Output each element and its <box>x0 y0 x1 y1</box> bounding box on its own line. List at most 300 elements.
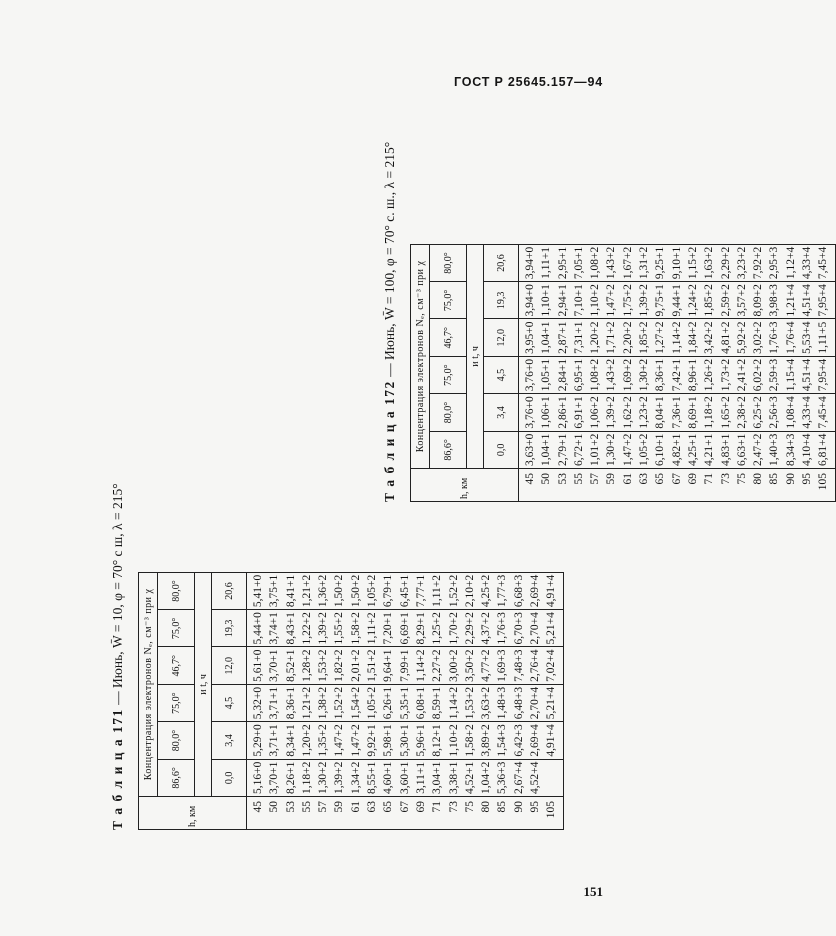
table-row <box>527 572 543 829</box>
density-cell: 1,76+3 <box>494 610 510 647</box>
density-cell: 3,94+0 <box>519 244 539 281</box>
altitude-cell: 67 <box>669 469 685 502</box>
density-cell: 3,63+2 <box>478 684 494 721</box>
density-cell: 7,45+4 <box>815 244 835 281</box>
table-row <box>266 572 282 829</box>
density-cell: 7,05+1 <box>571 244 587 281</box>
t-value: 0,0 <box>484 431 519 468</box>
density-cell: 7,10+1 <box>571 282 587 319</box>
density-cell: 1,36+2 <box>315 572 331 609</box>
density-cell: 2,70+4 <box>527 684 543 721</box>
density-cell: 1,70+2 <box>446 610 462 647</box>
table-row <box>247 572 267 829</box>
density-cell: 1,05+2 <box>364 684 380 721</box>
density-cell: 1,26+2 <box>701 356 717 393</box>
density-cell: 6,08+1 <box>413 684 429 721</box>
density-cell: 2,69+4 <box>527 722 543 759</box>
density-cell: 1,11+2 <box>364 610 380 647</box>
density-cell: 1,43+2 <box>603 244 619 281</box>
density-cell: 1,40+3 <box>766 431 782 468</box>
density-cell: 2,67+4 <box>511 759 527 796</box>
density-cell: 6,02+2 <box>750 356 766 393</box>
t-value: 20,6 <box>212 572 247 609</box>
density-cell: 5,21+4 <box>543 684 563 721</box>
density-cell: 3,94+0 <box>519 282 539 319</box>
table-row <box>783 244 799 501</box>
density-cell: 4,91+4 <box>543 572 563 609</box>
density-cell: 7,31+1 <box>571 319 587 356</box>
density-cell: 8,36+1 <box>652 356 668 393</box>
table-row <box>669 244 685 501</box>
density-cell: 4,10+4 <box>799 431 815 468</box>
density-cell: 6,91+1 <box>571 394 587 431</box>
density-cell: 3,04+1 <box>429 759 445 796</box>
density-cell: 1,11+2 <box>429 572 445 609</box>
density-cell: 7,95+4 <box>815 356 835 393</box>
altitude-cell: 85 <box>766 469 782 502</box>
density-cell: 1,38+2 <box>315 684 331 721</box>
density-cell: 1,21+4 <box>783 282 799 319</box>
t-value: 3,4 <box>484 394 519 431</box>
altitude-cell: 80 <box>478 797 494 830</box>
table-row <box>603 244 619 501</box>
column-header-h: h, км <box>139 797 247 830</box>
altitude-cell: 105 <box>815 469 835 502</box>
density-cell: 1,69+2 <box>620 356 636 393</box>
density-cell: 8,29+1 <box>413 610 429 647</box>
density-cell: 6,63+1 <box>734 431 750 468</box>
altitude-cell: 57 <box>315 797 331 830</box>
density-cell: 3,76+0 <box>519 394 539 431</box>
density-cell: 9,75+1 <box>652 282 668 319</box>
density-cell: 3,98+3 <box>766 282 782 319</box>
density-cell: 3,71+1 <box>266 684 282 721</box>
density-cell: 4,52+1 <box>462 759 478 796</box>
density-cell: 1,14+2 <box>669 319 685 356</box>
chi-value: 86,6° <box>158 759 195 796</box>
density-cell: 1,11+5 <box>815 319 835 356</box>
density-cell: 3,38+1 <box>446 759 462 796</box>
altitude-cell: 63 <box>636 469 652 502</box>
density-cell: 2,86+1 <box>555 394 571 431</box>
density-cell: 1,08+2 <box>587 356 603 393</box>
table-row <box>462 572 478 829</box>
density-cell: 1,20+2 <box>587 319 603 356</box>
page-number: 151 <box>583 884 603 899</box>
chi-value: 75,0° <box>430 356 467 393</box>
density-cell: 7,20+1 <box>380 610 396 647</box>
density-cell: 1,67+2 <box>620 244 636 281</box>
density-cell: 4,91+4 <box>543 722 563 759</box>
table-172 <box>382 104 830 502</box>
group-header: Концентрация электронов Nₑ, см⁻³ при χ <box>411 244 430 468</box>
document-code: ГОСТ Р 25645.157—94 <box>454 75 603 89</box>
density-cell: 7,36+1 <box>669 394 685 431</box>
density-cell: 5,96+1 <box>413 722 429 759</box>
density-cell: 1,15+2 <box>685 244 701 281</box>
density-cell: 1,18+2 <box>701 394 717 431</box>
altitude-cell: 95 <box>799 469 815 502</box>
density-cell: 4,33+4 <box>799 394 815 431</box>
density-cell: 4,81+2 <box>718 319 734 356</box>
density-cell: 8,96+1 <box>685 356 701 393</box>
density-cell: 1,75+2 <box>620 282 636 319</box>
density-cell: 1,06+1 <box>538 394 554 431</box>
t-label: и t, ч <box>195 572 212 796</box>
table-row <box>348 572 364 829</box>
density-cell: 2,79+1 <box>555 431 571 468</box>
density-cell: 6,26+1 <box>380 684 396 721</box>
t-value: 20,6 <box>484 244 519 281</box>
density-cell: 8,55+1 <box>364 759 380 796</box>
density-cell: 6,70+3 <box>511 610 527 647</box>
density-cell: 9,92+1 <box>364 722 380 759</box>
density-cell: 1,08+4 <box>783 394 799 431</box>
density-cell: 6,79+1 <box>380 572 396 609</box>
t-value: 19,3 <box>212 610 247 647</box>
altitude-cell: 90 <box>511 797 527 830</box>
density-cell: 8,59+1 <box>429 684 445 721</box>
density-cell: 1,47+2 <box>603 282 619 319</box>
density-cell: 1,15+4 <box>783 356 799 393</box>
altitude-cell: 45 <box>519 469 539 502</box>
density-cell: 3,00+2 <box>446 647 462 684</box>
altitude-cell: 75 <box>734 469 750 502</box>
table-172-grid <box>410 244 836 502</box>
density-cell: 1,58+2 <box>462 722 478 759</box>
density-cell: 1,43+2 <box>603 356 619 393</box>
density-cell: 6,10+1 <box>652 431 668 468</box>
t-row <box>212 572 247 829</box>
density-cell: 4,33+4 <box>799 244 815 281</box>
density-cell: 6,45+1 <box>397 572 413 609</box>
table-172-caption-text: — Июнь, W̄ = 100, φ = 70° с. ш., λ = 215° <box>382 141 397 381</box>
density-cell: 7,48+3 <box>511 647 527 684</box>
density-cell: 3,71+1 <box>266 722 282 759</box>
altitude-cell: 73 <box>446 797 462 830</box>
table-row <box>587 244 603 501</box>
density-cell: 1,22+2 <box>299 610 315 647</box>
density-cell: 1,51+2 <box>364 647 380 684</box>
density-cell: 7,77+1 <box>413 572 429 609</box>
altitude-cell: 71 <box>429 797 445 830</box>
density-cell: 1,76+3 <box>766 319 782 356</box>
altitude-cell: 61 <box>348 797 364 830</box>
density-cell: 1,54+2 <box>348 684 364 721</box>
table-171-caption <box>110 438 138 830</box>
density-cell: 8,41+1 <box>283 572 299 609</box>
density-cell: 5,16+0 <box>247 759 267 796</box>
chi-value: 75,0° <box>430 282 467 319</box>
density-cell: 8,34+1 <box>283 722 299 759</box>
altitude-cell: 73 <box>718 469 734 502</box>
table-row <box>555 244 571 501</box>
density-cell: 3,60+1 <box>397 759 413 796</box>
table-row <box>766 244 782 501</box>
density-cell: 7,92+2 <box>750 244 766 281</box>
density-cell: 4,83+1 <box>718 431 734 468</box>
density-cell: 5,61+0 <box>247 647 267 684</box>
table-row <box>478 572 494 829</box>
table-171-grid <box>138 572 564 830</box>
density-cell: 1,10+2 <box>446 722 462 759</box>
altitude-cell: 59 <box>331 797 347 830</box>
density-cell: 1,47+2 <box>331 722 347 759</box>
density-cell: 8,36+1 <box>283 684 299 721</box>
density-cell: 1,39+2 <box>636 282 652 319</box>
density-cell: 3,89+2 <box>478 722 494 759</box>
density-cell: 6,95+1 <box>571 356 587 393</box>
density-cell: 1,65+2 <box>718 394 734 431</box>
density-cell: 1,52+2 <box>331 684 347 721</box>
density-cell: 1,34+2 <box>348 759 364 796</box>
density-cell: 9,10+1 <box>669 244 685 281</box>
altitude-cell: 67 <box>397 797 413 830</box>
table-172-caption <box>382 104 410 502</box>
density-cell: 1,47+2 <box>348 722 364 759</box>
density-cell: 2,70+4 <box>527 610 543 647</box>
t-value: 4,5 <box>484 356 519 393</box>
density-cell: 1,30+2 <box>315 759 331 796</box>
density-cell: 1,25+2 <box>429 610 445 647</box>
altitude-cell: 75 <box>462 797 478 830</box>
chi-value: 46,7° <box>430 319 467 356</box>
density-cell: 1,85+2 <box>701 282 717 319</box>
table-row <box>283 572 299 829</box>
density-cell: 1,54+3 <box>494 722 510 759</box>
t-value: 12,0 <box>484 319 519 356</box>
density-cell: 1,39+2 <box>331 759 347 796</box>
altitude-cell: 90 <box>783 469 799 502</box>
density-cell: 6,48+3 <box>511 684 527 721</box>
density-cell: 2,10+2 <box>462 572 478 609</box>
chi-value: 86,6° <box>430 431 467 468</box>
altitude-cell: 57 <box>587 469 603 502</box>
altitude-cell: 80 <box>750 469 766 502</box>
density-cell: 1,30+2 <box>636 356 652 393</box>
altitude-cell: 50 <box>538 469 554 502</box>
density-cell: 5,36+3 <box>494 759 510 796</box>
density-cell: 9,44+1 <box>669 282 685 319</box>
density-cell: 2,59+3 <box>766 356 782 393</box>
altitude-cell: 65 <box>652 469 668 502</box>
density-cell: 1,14+2 <box>446 684 462 721</box>
chi-row <box>158 572 195 829</box>
altitude-cell: 59 <box>603 469 619 502</box>
density-cell: 6,42+3 <box>511 722 527 759</box>
chi-value: 80,0° <box>158 722 195 759</box>
chi-row <box>430 244 467 501</box>
density-cell: 1,69+3 <box>494 647 510 684</box>
table-row <box>511 572 527 829</box>
density-cell: 5,98+1 <box>380 722 396 759</box>
table-row <box>315 572 331 829</box>
table-row <box>494 572 510 829</box>
density-cell: 1,18+2 <box>299 759 315 796</box>
density-cell: 2,01+2 <box>348 647 364 684</box>
density-cell: 1,10+1 <box>538 282 554 319</box>
density-cell: 8,09+2 <box>750 282 766 319</box>
table-row <box>815 244 835 501</box>
density-cell: 2,69+4 <box>527 572 543 609</box>
density-cell: 2,29+2 <box>718 244 734 281</box>
density-cell: 2,84+1 <box>555 356 571 393</box>
density-cell: 1,12+4 <box>783 244 799 281</box>
density-cell: 1,53+2 <box>462 684 478 721</box>
altitude-cell: 45 <box>247 797 267 830</box>
table-row <box>380 572 396 829</box>
density-cell: 7,45+4 <box>815 394 835 431</box>
t-value: 0,0 <box>212 759 247 796</box>
density-cell: 4,21+1 <box>701 431 717 468</box>
density-cell: 1,55+2 <box>331 610 347 647</box>
table-171-caption-text: — Июнь, W̄ = 10, φ = 70° с ш, λ = 215° <box>110 483 125 709</box>
density-cell: 2,29+2 <box>462 610 478 647</box>
t-value: 12,0 <box>212 647 247 684</box>
density-cell: 1,05+2 <box>364 572 380 609</box>
table-row <box>718 244 734 501</box>
density-cell: 4,52+4 <box>527 759 543 796</box>
density-cell: 6,25+2 <box>750 394 766 431</box>
chi-value: 75,0° <box>158 610 195 647</box>
altitude-cell: 71 <box>701 469 717 502</box>
density-cell: 9,25+1 <box>652 244 668 281</box>
density-cell: 1,28+2 <box>299 647 315 684</box>
density-cell: 4,25+1 <box>685 431 701 468</box>
density-cell: 1,84+2 <box>685 319 701 356</box>
density-cell: 8,04+1 <box>652 394 668 431</box>
density-cell: 2,20+2 <box>620 319 636 356</box>
density-cell: 3,11+1 <box>413 759 429 796</box>
table-171-label: Т а б л и ц а 171 <box>110 708 125 830</box>
density-cell: 6,68+3 <box>511 572 527 609</box>
density-cell: 1,71+2 <box>603 319 619 356</box>
table-172-label: Т а б л и ц а 172 <box>382 380 397 502</box>
density-cell: 4,51+4 <box>799 356 815 393</box>
density-cell: 3,95+0 <box>519 319 539 356</box>
altitude-cell: 69 <box>413 797 429 830</box>
density-cell: 2,47+2 <box>750 431 766 468</box>
density-cell: 5,29+0 <box>247 722 267 759</box>
density-cell: 8,34+3 <box>783 431 799 468</box>
density-cell: 4,25+2 <box>478 572 494 609</box>
column-header-h: h, км <box>411 469 519 502</box>
density-cell: 1,85+2 <box>636 319 652 356</box>
altitude-cell: 53 <box>283 797 299 830</box>
table-172-body <box>519 244 836 501</box>
density-cell: 1,62+2 <box>620 394 636 431</box>
table-row <box>413 572 429 829</box>
table-171-body <box>247 572 564 829</box>
density-cell: 5,53+4 <box>799 319 815 356</box>
altitude-cell: 50 <box>266 797 282 830</box>
density-cell: 1,05+2 <box>636 431 652 468</box>
density-cell: 3,70+1 <box>266 759 282 796</box>
density-cell: 1,50+2 <box>348 572 364 609</box>
table-row <box>446 572 462 829</box>
density-cell: 3,57+2 <box>734 282 750 319</box>
density-cell: 5,21+4 <box>543 610 563 647</box>
density-cell: 2,95+3 <box>766 244 782 281</box>
chi-value: 80,0° <box>430 394 467 431</box>
density-cell: 3,75+1 <box>266 572 282 609</box>
density-cell: 6,72+1 <box>571 431 587 468</box>
density-cell: 1,52+2 <box>446 572 462 609</box>
density-cell: 1,14+2 <box>413 647 429 684</box>
t-value: 19,3 <box>484 282 519 319</box>
altitude-cell: 95 <box>527 797 543 830</box>
density-cell: 2,56+3 <box>766 394 782 431</box>
density-cell: 3,23+2 <box>734 244 750 281</box>
table-row <box>519 244 539 501</box>
density-cell: 5,35+1 <box>397 684 413 721</box>
table-row <box>750 244 766 501</box>
table-row <box>620 244 636 501</box>
density-cell: 3,50+2 <box>462 647 478 684</box>
density-cell: 5,32+0 <box>247 684 267 721</box>
density-cell: 8,69+1 <box>685 394 701 431</box>
density-cell: 1,50+2 <box>331 572 347 609</box>
chi-value: 80,0° <box>158 572 195 609</box>
density-cell: 8,12+1 <box>429 722 445 759</box>
density-cell: 5,92+2 <box>734 319 750 356</box>
density-cell: 4,60+1 <box>380 759 396 796</box>
density-cell: 2,95+1 <box>555 244 571 281</box>
table-row <box>429 572 445 829</box>
density-cell: 1,21+2 <box>299 684 315 721</box>
chi-value: 75,0° <box>158 684 195 721</box>
table-row <box>299 572 315 829</box>
density-cell: 4,82+1 <box>669 431 685 468</box>
altitude-cell: 53 <box>555 469 571 502</box>
table-row <box>685 244 701 501</box>
density-cell: 1,08+2 <box>587 244 603 281</box>
density-cell: 1,58+2 <box>348 610 364 647</box>
density-cell: 4,51+4 <box>799 282 815 319</box>
table-row <box>734 244 750 501</box>
table-row <box>538 244 554 501</box>
density-cell: 2,41+2 <box>734 356 750 393</box>
altitude-cell: 55 <box>571 469 587 502</box>
altitude-cell: 85 <box>494 797 510 830</box>
altitude-cell: 61 <box>620 469 636 502</box>
table-row <box>364 572 380 829</box>
density-cell: 1,73+2 <box>718 356 734 393</box>
density-cell: 5,41+0 <box>247 572 267 609</box>
density-cell: 1,76+4 <box>783 319 799 356</box>
density-cell: 6,81+4 <box>815 431 835 468</box>
table-row <box>397 572 413 829</box>
density-cell: 2,38+2 <box>734 394 750 431</box>
density-cell: 1,39+2 <box>315 610 331 647</box>
density-cell: 4,37+2 <box>478 610 494 647</box>
density-cell: 1,11+1 <box>538 244 554 281</box>
density-cell: 7,42+1 <box>669 356 685 393</box>
density-cell: 1,82+2 <box>331 647 347 684</box>
density-cell: 1,39+2 <box>603 394 619 431</box>
density-cell: 1,10+2 <box>587 282 603 319</box>
density-cell: 2,87+1 <box>555 319 571 356</box>
density-cell: 3,74+1 <box>266 610 282 647</box>
density-cell: 1,05+1 <box>538 356 554 393</box>
density-cell: 2,27+2 <box>429 647 445 684</box>
density-cell: 7,95+4 <box>815 282 835 319</box>
chi-value: 46,7° <box>158 647 195 684</box>
chi-value: 80,0° <box>430 244 467 281</box>
table-row <box>799 244 815 501</box>
density-cell: 3,70+1 <box>266 647 282 684</box>
density-cell: 1,06+2 <box>587 394 603 431</box>
